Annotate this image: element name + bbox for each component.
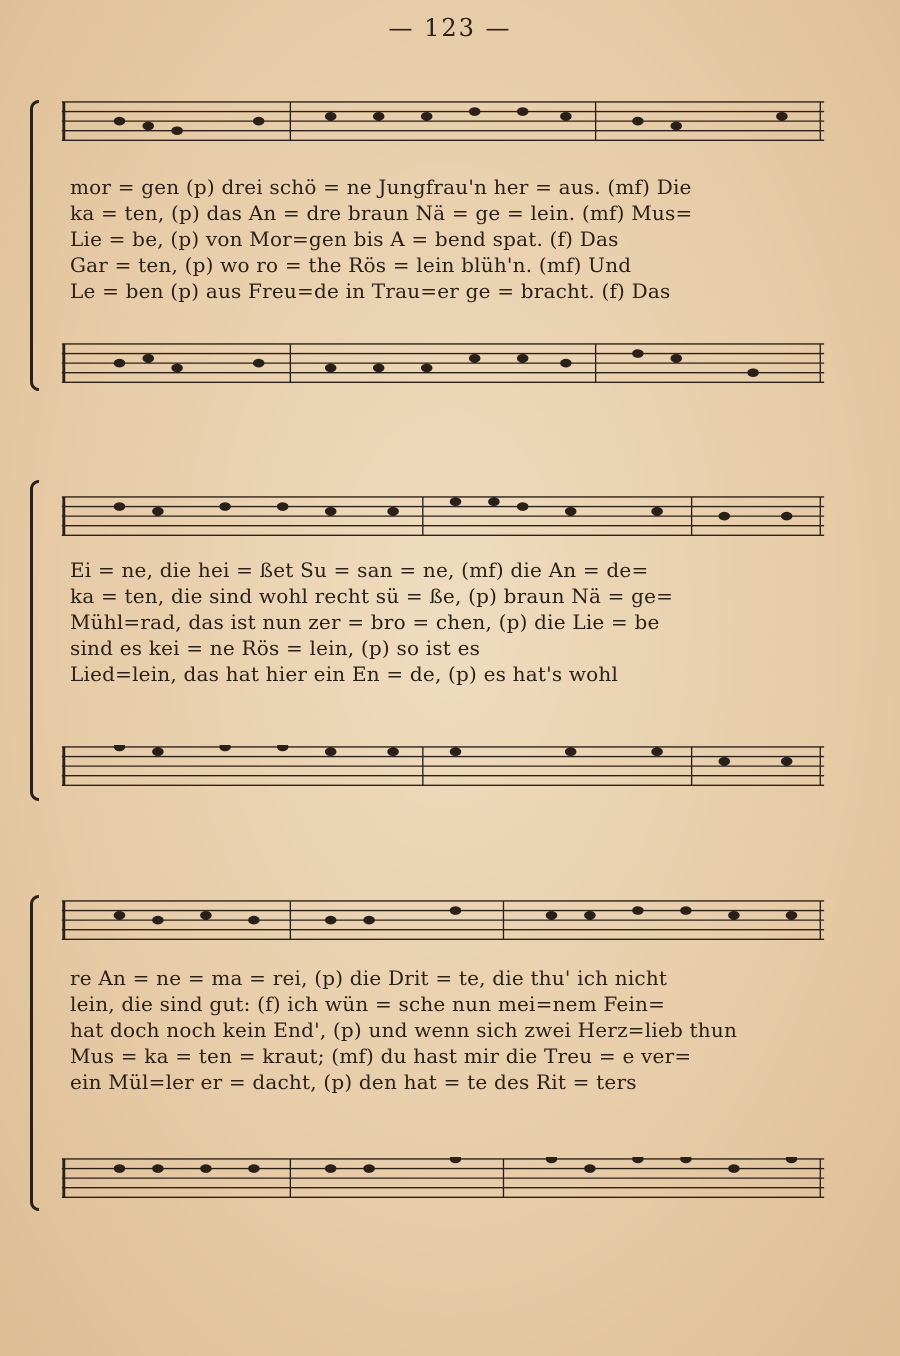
staff-lower — [46, 1157, 840, 1205]
lyric-line: Le = ben (p) aus Freu=de in Trau=er ge = bracht. (f) Das — [70, 279, 671, 303]
lyric-line: ka = ten, die sind wohl recht sü = ße, (p) braun Nä = ge= — [70, 584, 674, 608]
page-number: — 123 — — [388, 14, 512, 42]
lyric-line: Mus = ka = ten = kraut; (mf) du hast mir die Treu = e ver= — [70, 1044, 692, 1068]
staff-upper — [46, 899, 840, 947]
staff-lower — [46, 745, 840, 793]
staff-lower — [46, 342, 840, 390]
system-brace — [30, 100, 39, 391]
system-brace — [30, 895, 39, 1211]
staff-upper — [46, 100, 840, 148]
lyric-line: mor = gen (p) drei schö = ne Jungfrau'n her = aus. (mf) Die — [70, 175, 692, 199]
lyric-line: ein Mül=ler er = dacht, (p) den hat = te des Rit = ters — [70, 1070, 637, 1094]
lyric-line: ka = ten, (p) das An = dre braun Nä = ge = lein. (mf) Mus= — [70, 201, 693, 225]
music-system-3 — [30, 855, 840, 1235]
music-system-1 — [30, 70, 840, 420]
lyric-line: Mühl=rad, das ist nun zer = bro = chen, (p) die Lie = be — [70, 610, 660, 634]
lyric-line: re An = ne = ma = rei, (p) die Drit = te, die thu' ich nicht — [70, 966, 668, 990]
staff-upper — [46, 495, 840, 543]
lyrics-block-1 — [70, 174, 840, 304]
lyrics-block-2 — [70, 557, 840, 687]
page-number-value: 123 — [424, 14, 476, 42]
lyric-line: hat doch noch kein End', (p) und wenn sich zwei Herz=lieb thun — [70, 1018, 738, 1042]
lyric-line: lein, die sind gut: (f) ich wün = sche nun mei=nem Fein= — [70, 992, 666, 1016]
system-brace — [30, 480, 39, 801]
lyric-line: Gar = ten, (p) wo ro = the Rös = lein blüh'n. (mf) Und — [70, 253, 632, 277]
lyric-line: sind es kei = ne Rös = lein, (p) so ist es — [70, 636, 481, 660]
lyric-line: Lied=lein, das hat hier ein En = de, (p) es hat's wohl — [70, 662, 619, 686]
music-system-2 — [30, 455, 840, 825]
lyrics-block-3 — [70, 965, 840, 1095]
lyric-line: Ei = ne, die hei = ßet Su = san = ne, (mf) die An = de= — [70, 558, 649, 582]
lyric-line: Lie = be, (p) von Mor=gen bis A = bend spat. (f) Das — [70, 227, 619, 251]
